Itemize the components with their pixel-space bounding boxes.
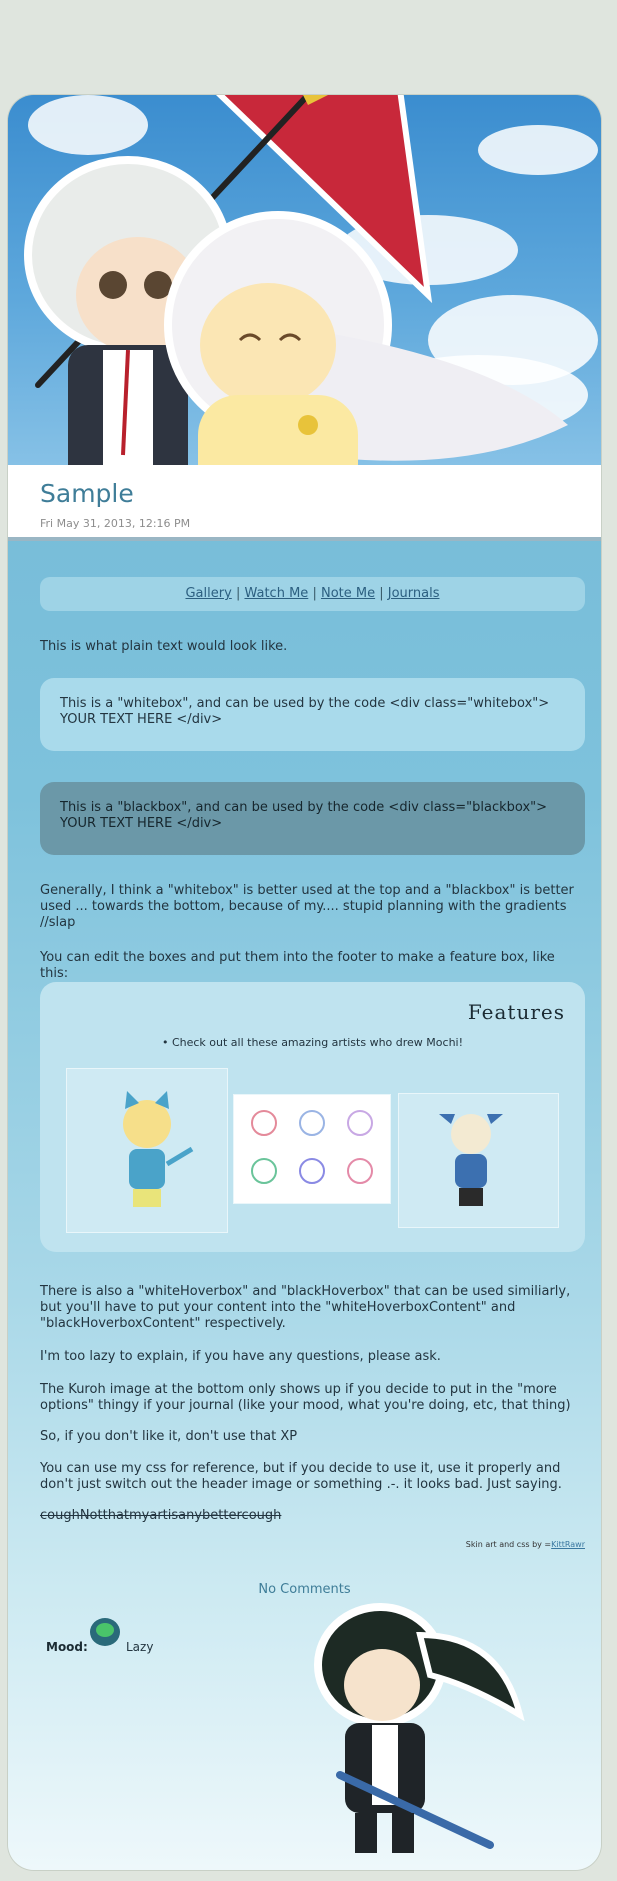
features-subtitle: • Check out all these amazing artists who drew Mochi! [161,1036,464,1049]
nav-separator: | [312,586,317,601]
paragraph-questions: I'm too lazy to explain, if you have any questions, please ask. [40,1349,441,1364]
journal-card [8,95,601,1870]
title-bar [8,465,601,541]
mood-value: Lazy [126,1640,154,1654]
nav-box [40,577,585,611]
feature-box [40,982,585,1252]
feature-thumb-3[interactable] [398,1093,559,1228]
chibi-sketch-sheet-image [234,1095,390,1203]
nav-link-watch-me[interactable]: Watch Me [244,586,309,601]
plain-text: This is what plain text would look like. [40,639,288,654]
blackbox-text: This is a "blackbox", and can be used by the code <div class="blackbox"> YOUR TEXT HERE </div> [60,800,548,831]
post-date: Fri May 31, 2013, 12:16 PM [40,517,191,530]
chibi-cat-boy-image [67,1069,227,1232]
credit-link[interactable]: KittRawr [551,1540,585,1549]
paragraph-gradients: Generally, I think a "whitebox" is better used at the top and a "blackbox" is better used ... towards the bottom, because of my.... stupid planning with the gradients //slap [40,883,574,930]
mood-emoticon-icon [86,1610,124,1650]
nav-link-note-me[interactable]: Note Me [320,586,376,601]
paragraph-hoverbox: There is also a "whiteHoverbox" and "blackHoverbox" that can be used similiarly, but you'll have to put your content into the "whiteHoverboxContent" and "blackHoverboxContent" respectively. [40,1284,571,1331]
paragraph-css-reference: You can use my css for reference, but if you decide to use it, use it properly and don't just switch out the header image or something .-. it looks bad. Just saying. [40,1461,562,1492]
nav-separator: | [235,586,241,601]
chibi-blonde-boy-image [399,1094,558,1227]
strikethrough-text: coughNotthatmyartisanybettercough [40,1508,282,1523]
paragraph-feature-intro: You can edit the boxes and put them into the footer to make a feature box, like this: [40,950,555,981]
mood-label: Mood: [46,1640,88,1654]
skin-credit [466,1540,585,1549]
feature-thumb-2[interactable] [233,1094,391,1204]
nav-separator: | [379,586,384,601]
features-title: Features [467,1000,565,1024]
whitebox [40,678,585,751]
nav-link-gallery[interactable]: Gallery [185,586,232,601]
paragraph-kuroh: The Kuroh image at the bottom only shows up if you decide to put in the "more options" thingy if your journal (like your mood, what you're doing, etc, that thing) [40,1382,571,1413]
blackbox [40,782,585,855]
page-title: Sample [40,479,134,508]
nav-link-journals[interactable]: Journals [387,586,440,601]
paragraph-dont-like: So, if you don't like it, don't use that XP [40,1429,298,1444]
kuroh-chibi-illustration [300,1595,540,1870]
whitebox-text: This is a "whitebox", and can be used by the code <div class="whitebox"> YOUR TEXT HERE </div> [60,696,550,727]
feature-thumb-1[interactable] [66,1068,228,1233]
credit-prefix: Skin art and css by = [465,1540,552,1549]
comments-link[interactable]: No Comments [258,1582,351,1597]
